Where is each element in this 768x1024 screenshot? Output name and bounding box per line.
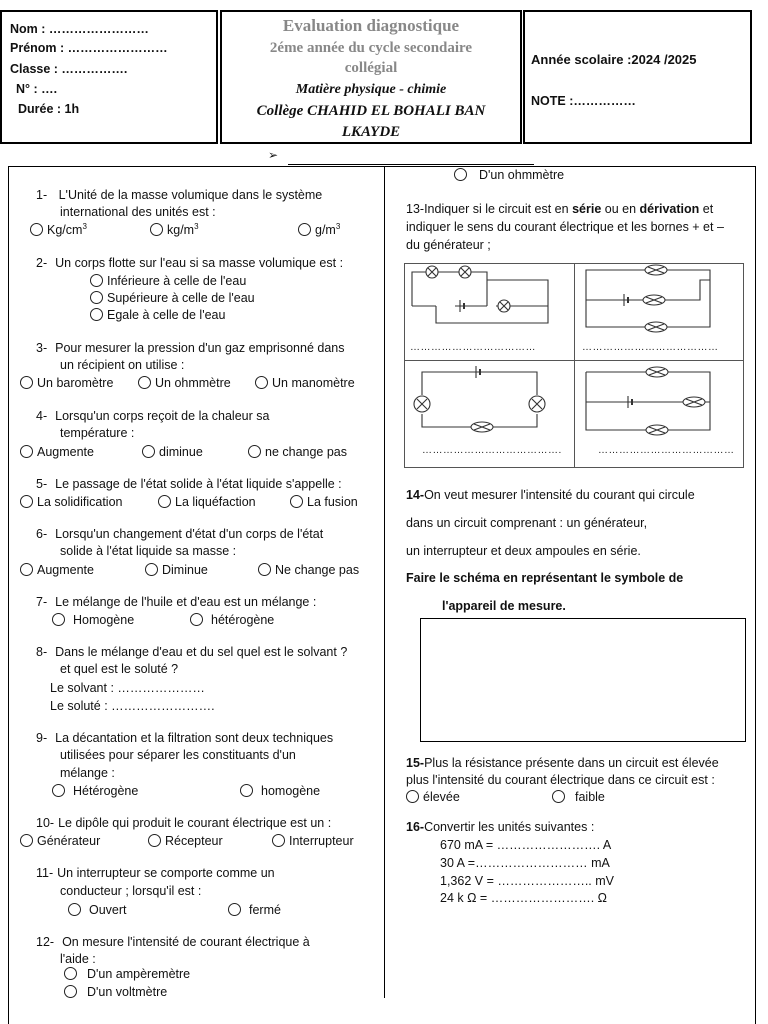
option-kg-cm3[interactable]: $Kg/cm^3$ [30, 222, 87, 237]
question-15: 15-Plus la résistance présente dans un circuit est élevée [406, 756, 719, 770]
question-6: 6- Lorsqu'un changement d'état d'un corps de l'état [36, 527, 324, 541]
cycle-label-2: collégial [344, 60, 398, 76]
question-4-text-2: température : [60, 426, 135, 440]
option-ohmmetre-12[interactable]: D'un ohmmètre [454, 168, 564, 182]
option-heterogene[interactable]: hétérogène [190, 613, 274, 627]
option-homogene-9[interactable]: homogène [240, 784, 320, 798]
question-9-text-3: mélange : [60, 766, 115, 780]
question-13: 13-Indiquer si le circuit est en série ou en dérivation et [406, 202, 714, 216]
option-ohmmetre[interactable]: Un ohmmètre [138, 376, 231, 390]
lamp-icon [645, 322, 667, 332]
note-field[interactable]: NOTE :…………… [531, 94, 636, 108]
question-12-text-2: l'aide : [60, 952, 96, 966]
option-ne-change-pas[interactable]: ne change pas [248, 445, 347, 459]
option-voltmetre[interactable]: D'un voltmètre [64, 985, 167, 999]
question-14-text-4: Faire le schéma en représentant le symbole de [406, 571, 684, 585]
duree-label: Durée : 1h [18, 102, 80, 116]
question-2: 2- Un corps flotte sur l'eau si sa masse volumique est : [36, 256, 344, 270]
answer-circuit-3[interactable]: …………………………………. [422, 445, 562, 456]
question-9: 9- La décantation et la filtration sont deux techniques [36, 731, 334, 745]
cycle-label: 2éme année du cycle secondaire [269, 40, 473, 56]
option-egale[interactable]: Egale à celle de l'eau [90, 308, 225, 322]
question-13-text-2: indiquer le sens du courant électrique et les bornes + et – [406, 220, 724, 234]
lamp-icon [471, 422, 493, 432]
lamp-icon [646, 425, 668, 435]
option-diminue-6[interactable]: Diminue [145, 563, 208, 577]
lamp-icon [459, 266, 471, 278]
numero-field[interactable]: N° : …. [16, 82, 58, 96]
option-augmente-6[interactable]: Augmente [20, 563, 94, 577]
option-faible[interactable]: faible [552, 790, 605, 804]
option-amperemetre[interactable]: D'un ampèremètre [64, 967, 190, 981]
option-interrupteur[interactable]: Interrupteur [272, 834, 354, 848]
arrow-icon: ➢ [268, 148, 279, 162]
annee-label: Année scolaire :2024 /2025 [531, 52, 697, 67]
option-superieure[interactable]: Supérieure à celle de l'eau [90, 291, 255, 305]
option-augmente[interactable]: Augmente [20, 445, 94, 459]
option-homogene[interactable]: Homogène [52, 613, 134, 627]
college-label: Collège CHAHID EL BOHALI BAN [256, 103, 486, 119]
option-solidification[interactable]: La solidification [20, 495, 122, 509]
lamp-icon [426, 266, 438, 278]
option-elevee[interactable]: élevée [406, 790, 460, 804]
matiere-label: Matière physique - chimie [295, 82, 447, 97]
option-kg-m3[interactable]: $kg/m^3$ [150, 222, 199, 237]
question-6-text-2: solide à l'état liquide sa masse : [60, 544, 237, 558]
answer-circuit-4[interactable]: ………………………………… [598, 445, 735, 456]
question-3-text-2: un récipient on utilise : [60, 358, 185, 372]
option-g-m3[interactable]: $g/m^3$ [298, 222, 340, 237]
circuit-1 [412, 266, 548, 323]
lamp-icon [414, 396, 430, 412]
option-fusion[interactable]: La fusion [290, 495, 358, 509]
option-barometre[interactable]: Un baromètre [20, 376, 113, 390]
question-1-text-2: international des unités est : [60, 205, 216, 219]
conversion-2[interactable]: 30 A =……………………… mA [440, 856, 610, 870]
conversion-1[interactable]: 670 mA = ……………………. A [440, 838, 612, 852]
page-title: Evaluation diagnostique [282, 16, 460, 35]
option-generateur[interactable]: Générateur [20, 834, 100, 848]
lamp-icon [646, 367, 668, 377]
question-8: 8- Dans le mélange d'eau et du sel quel est le solvant ? [36, 645, 348, 659]
conversion-3[interactable]: 1,362 V = ………………….. mV [440, 874, 615, 888]
question-14-text-2: dans un circuit comprenant : un générateur, [406, 516, 648, 530]
option-heterogene-9[interactable]: Hétérogène [52, 784, 138, 798]
lamp-icon [498, 300, 510, 312]
circuit-4 [586, 367, 710, 435]
option-liquefaction[interactable]: La liquéfaction [158, 495, 256, 509]
lamp-icon [645, 265, 667, 275]
question-13-text-3: du générateur ; [406, 238, 491, 252]
question-11-text-2: conducteur ; lorsqu'il est : [60, 884, 202, 898]
question-text: L'Unité de la masse volumique dans le système [58, 188, 323, 202]
question-number: 1- [36, 188, 48, 202]
nom-field[interactable]: Nom : …………………… [10, 22, 149, 36]
option-recepteur[interactable]: Récepteur [148, 834, 223, 848]
question-14-text-3: un interrupteur et deux ampoules en série. [406, 544, 641, 558]
question-14: 14-On veut mesurer l'intensité du courant qui circule [406, 488, 695, 502]
question-9-text-2: utilisées pour séparer les constituants d'un [60, 748, 296, 762]
solute-field[interactable]: Le soluté : ……………………. [50, 699, 215, 713]
question-11: 11- Un interrupteur se comporte comme un [36, 866, 275, 880]
lamp-icon [683, 397, 705, 407]
solvant-field[interactable]: Le solvant : ………………… [50, 681, 205, 695]
prenom-field[interactable]: Prénom : …………………… [10, 41, 168, 55]
drawing-box[interactable] [420, 618, 746, 742]
question-15-text-2: plus l'intensité du courant électrique dans ce circuit est : [406, 773, 715, 787]
option-manometre[interactable]: Un manomètre [255, 376, 355, 390]
classe-field[interactable]: Classe : ……………. [10, 62, 128, 76]
question-12: 12- On mesure l'intensité de courant électrique à [36, 935, 310, 949]
option-ferme[interactable]: fermé [228, 903, 281, 917]
question-16: 16-Convertir les unités suivantes : [406, 820, 595, 834]
circuit-2 [586, 265, 710, 332]
question-7: 7- Le mélange de l'huile et d'eau est un mélange : [36, 595, 317, 609]
question-3: 3- Pour mesurer la pression d'un gaz emprisonné dans [36, 341, 345, 355]
answer-circuit-1[interactable]: ……………………………… [410, 342, 536, 353]
question-14-text-5: l'appareil de mesure. [442, 599, 566, 613]
question-8-text-2: et quel est le soluté ? [60, 662, 179, 676]
answer-circuit-2[interactable]: ………………………………… [582, 342, 719, 353]
question-4: 4- Lorsqu'un corps reçoit de la chaleur sa [36, 409, 270, 423]
lamp-icon [643, 295, 665, 305]
lamp-icon [529, 396, 545, 412]
question-10: 10- Le dipôle qui produit le courant électrique est un : [36, 816, 332, 830]
conversion-4[interactable]: 24 k Ω = ……………………. Ω [440, 891, 607, 905]
option-ne-change-pas-6[interactable]: Ne change pas [258, 563, 359, 577]
circuit-3 [414, 366, 545, 432]
question-5: 5- Le passage de l'état solide à l'état liquide s'appelle : [36, 477, 342, 491]
college-label-2: LKAYDE [341, 124, 401, 140]
option-ouvert[interactable]: Ouvert [68, 903, 127, 917]
option-inferieure[interactable]: Inférieure à celle de l'eau [90, 274, 246, 288]
option-diminue[interactable]: diminue [142, 445, 203, 459]
